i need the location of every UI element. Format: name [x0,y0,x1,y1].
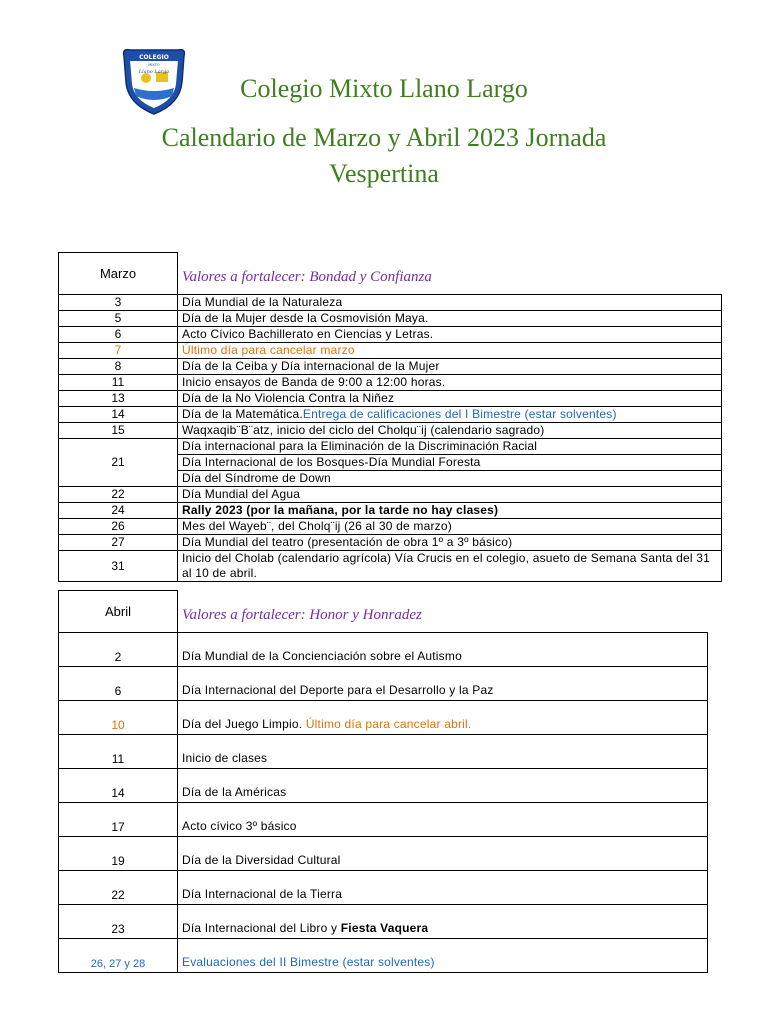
logo-top-text: COLEGIO [139,54,169,61]
event-text: Día Internacional del Deporte para el Desarrollo y la Paz [182,682,494,697]
event-text: Día del Síndrome de Down [182,470,331,485]
event-text: Día Mundial de la Naturaleza [182,294,343,309]
event-text: Día Mundial de la Concienciación sobre el Autismo [182,648,462,663]
event-text: Día de la Américas [182,784,287,799]
event-text: Acto cívico 3º básico [182,818,297,833]
calendar-row [59,836,708,870]
day-number: 13 [59,390,178,406]
calendar-row [59,870,708,904]
logo-script-text: Llano Largo [138,69,170,75]
calendar-row [59,406,722,422]
event-text: Día Mundial del teatro (presentación de obra 1º a 3º básico) [182,534,513,549]
calendar-row [59,534,722,550]
event-text: Día de la Ceiba y Día internacional de la Mujer [182,358,440,373]
event-description [178,534,722,550]
calendar-row [59,342,722,358]
school-name [0,74,768,104]
event-description [178,904,708,938]
event-text: Día del Juego Limpio. [182,716,306,731]
event-text: Día Internacional de los Bosques-Día Mundial Foresta [182,454,481,469]
event-text: Día Internacional de la Tierra [182,886,343,901]
calendar-row [59,802,708,836]
day-number: 22 [59,870,178,904]
event-description [178,406,722,422]
event-text: Día de la Diversidad Cultural [182,852,341,867]
calendar-row [59,502,722,518]
day-number: 14 [59,768,178,802]
school-name-text: Colegio Mixto Llano Largo [240,74,528,103]
day-number: 15 [59,422,178,438]
event-description [178,358,722,374]
march-calendar-table [58,252,722,582]
event-text: Último día para cancelar marzo [182,342,355,357]
event-description [178,502,722,518]
event-description [178,342,722,358]
day-number: 26, 27 y 28 [59,938,178,972]
month-label-marzo: Marzo [59,253,178,295]
event-text: Último día para cancelar abril. [305,716,472,731]
event-description [178,374,722,390]
calendar-row [59,734,708,768]
values-to-strengthen-abril: Valores a fortalecer: Honor y Honradez [182,606,422,623]
march-events [59,294,722,581]
event-description [178,390,722,406]
event-text: Fiesta Vaquera [340,920,429,935]
calendar-row [59,326,722,342]
calendar-row [59,486,722,502]
calendar-row [59,768,708,802]
event-text: Acto Cívico Bachillerato en Ciencias y Letras. [182,326,434,341]
month-label-abril: Abril [59,591,178,633]
calendar-row [59,938,708,972]
day-number: 5 [59,310,178,326]
calendar-row [59,422,722,438]
event-text: Inicio ensayos de Banda de 9:00 a 12:00 horas. [182,374,446,389]
event-description [178,518,722,534]
event-text: Día Internacional del Libro y [182,920,341,935]
day-number: 14 [59,406,178,422]
calendar-row [59,438,722,454]
calendar-title-line2: Vespertina [329,159,439,188]
day-number: 23 [59,904,178,938]
event-description [178,870,708,904]
event-description [178,938,708,972]
calendar-row [59,374,722,390]
calendar-row [59,390,722,406]
event-text: Día de la Matemática. [182,406,303,421]
event-description [178,550,722,581]
calendar-title-line1: Calendario de Marzo y Abril 2023 Jornada [161,123,607,152]
day-number: 19 [59,836,178,870]
event-description [178,734,708,768]
calendar-row [59,666,708,700]
event-description [178,632,708,666]
day-number: 6 [59,666,178,700]
day-number: 26 [59,518,178,534]
event-text: Mes del Wayeb¨, del Cholq¨ij (26 al 30 de marzo) [182,518,452,533]
calendar-row [59,550,722,581]
april-events [59,632,708,972]
day-number: 27 [59,534,178,550]
event-text: Evaluaciones del II Bimestre (estar solventes) [182,954,435,969]
day-number: 11 [59,374,178,390]
event-description [178,768,708,802]
day-number: 22 [59,486,178,502]
calendar-row [59,294,722,310]
event-description [178,454,722,470]
values-to-strengthen-marzo: Valores a fortalecer: Bondad y Confianza [182,268,432,285]
calendar-row [59,310,722,326]
event-description [178,438,722,454]
day-number: 2 [59,632,178,666]
day-number: 7 [59,342,178,358]
event-description [178,802,708,836]
event-text: Inicio de clases [182,750,268,765]
day-number: 21 [59,438,178,486]
logo-mid-text: MIXTO [148,63,160,67]
calendar-row [59,518,722,534]
event-text: Waqxaqib¨B¨atz, inicio del ciclo del Cholqu¨ij (calendario sagrado) [182,422,545,437]
event-description [178,700,708,734]
event-description [178,326,722,342]
event-text: Día de la Mujer desde la Cosmovisión Maya. [182,310,429,325]
calendar-row [59,700,708,734]
event-description [178,486,722,502]
day-number: 24 [59,502,178,518]
event-description [178,836,708,870]
calendar-row [59,632,708,666]
calendar-row [59,358,722,374]
calendar-title [0,120,768,192]
day-number: 17 [59,802,178,836]
day-number: 31 [59,550,178,581]
event-text: Inicio del Cholab (calendario agrícola) Vía Crucis en el colegio, asueto de Semana Santa del 31 al 10 de abril. [182,550,710,580]
event-text: Entrega de calificaciones del I Bimestre (estar solventes) [302,406,617,421]
event-text: Día internacional para la Eliminación de la Discriminación Racial [182,438,538,453]
day-number: 8 [59,358,178,374]
event-description [178,310,722,326]
event-text: Día Mundial del Agua [182,486,301,501]
event-description [178,666,708,700]
event-text: Rally 2023 (por la mañana, por la tarde no hay clases) [182,502,499,517]
day-number: 10 [59,700,178,734]
calendar-row [59,904,708,938]
event-description [178,422,722,438]
event-description [178,470,722,486]
day-number: 3 [59,294,178,310]
day-number: 11 [59,734,178,768]
april-calendar-table [58,590,708,973]
event-description [178,294,722,310]
day-number: 6 [59,326,178,342]
event-text: Día de la No Violencia Contra la Niñez [182,390,395,405]
